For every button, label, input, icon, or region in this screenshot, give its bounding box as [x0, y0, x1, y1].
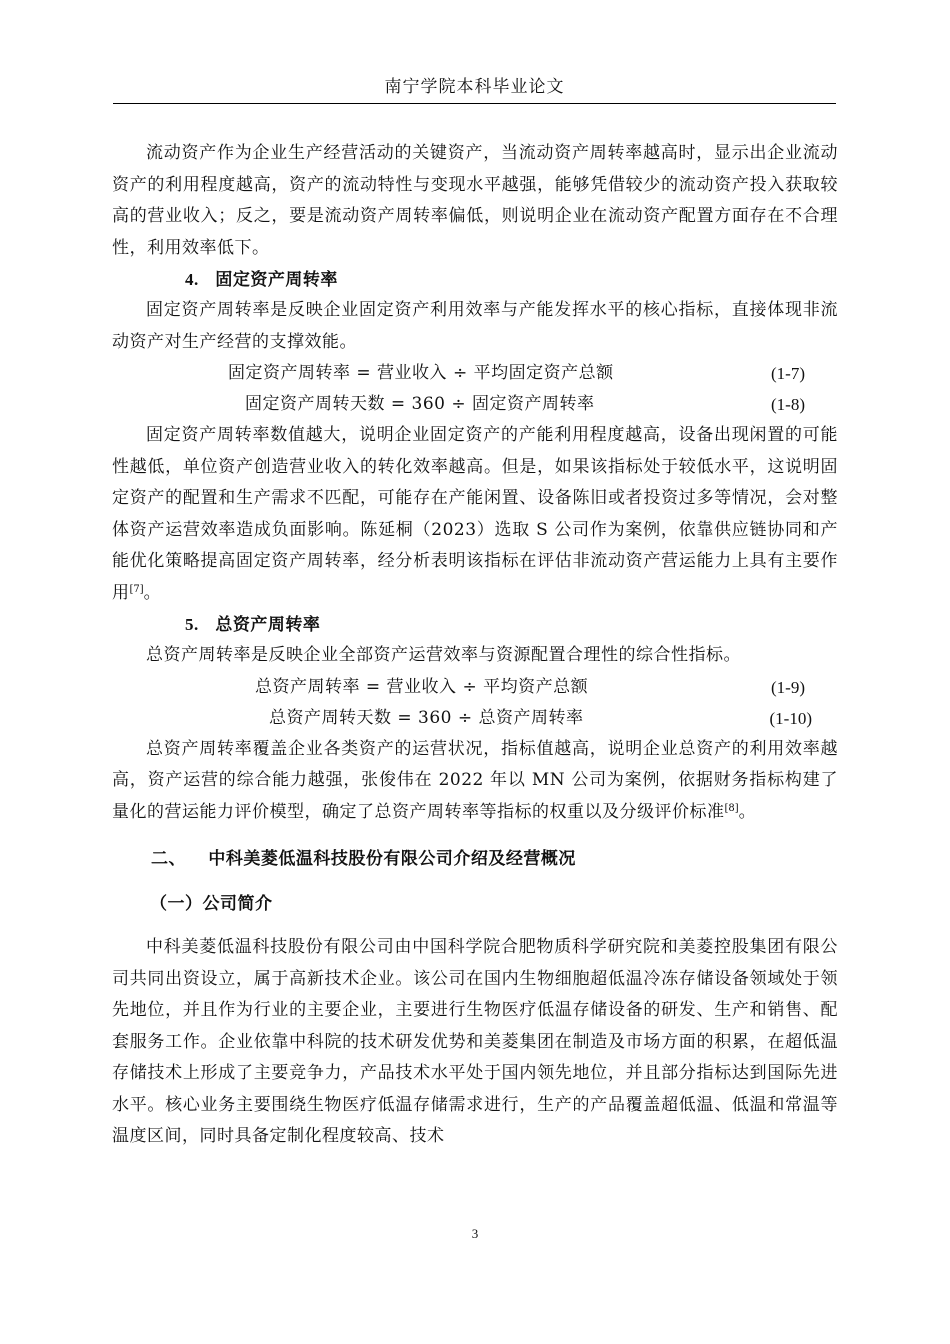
equation-formula: 总资产周转率 = 营业收入 ÷ 平均资产总额	[255, 676, 589, 697]
paragraph	[112, 734, 838, 829]
equation-formula: 固定资产周转率 = 营业收入 ÷ 平均固定资产总额	[228, 363, 614, 383]
paragraph-text: 固定资产周转率数值越大，说明企业固定资产的产能利用程度越高，设备出现闲置的可能性越低，单位资产创造营业收入的转化效率越高。但是，如果该指标处于较低水平，这说明固定资产的配置和生产需求不匹配，可能存在产能闲置、设备陈旧或者投资过多等情况，会对整体资产运营效率造成负面影响。陈延桐（2023）选取 S 公司作为案例，依靠供应链协同和产能优化策略提高固定资产周转率，经分析表明该指标在评估非流动资产营运能力上具有主要作用	[112, 425, 838, 603]
equation-number: (1-10)	[769, 708, 812, 728]
heading-fixed-asset-turnover	[112, 264, 838, 295]
page-body	[112, 138, 838, 1153]
equation-number: (1-7)	[771, 364, 805, 383]
header-rule	[113, 103, 836, 104]
equation-row	[112, 358, 838, 389]
equation-row	[112, 703, 838, 734]
equation-formula: 总资产周转天数 = 360 ÷ 总资产周转率	[269, 707, 584, 728]
section-number: 二、	[151, 849, 186, 869]
equation-number: (1-8)	[771, 395, 805, 414]
paragraph-end: 。	[738, 801, 757, 822]
paragraph: 总资产周转率是反映企业全部资产运营效率与资源配置合理性的综合性指标。	[146, 645, 741, 665]
equation-row	[112, 672, 838, 703]
equation-number: (1-9)	[771, 677, 805, 697]
heading-total-asset-turnover	[112, 609, 838, 640]
equation-row	[112, 389, 838, 420]
section-heading	[112, 844, 838, 875]
paragraph	[112, 420, 838, 609]
heading-number: 5.	[185, 615, 199, 634]
section-title: 中科美菱低温科技股份有限公司介绍及经营概况	[208, 849, 576, 869]
heading-text: 总资产周转率	[215, 615, 321, 635]
citation-ref: [7]	[129, 583, 144, 595]
equation-formula: 固定资产周转天数 = 360 ÷ 固定资产周转率	[245, 394, 595, 414]
paragraph: 固定资产周转率是反映企业固定资产利用效率与产能发挥水平的核心指标，直接体现非流动资产对生产经营的支撑效能。	[112, 300, 838, 352]
paragraph: 流动资产作为企业生产经营活动的关键资产，当流动资产周转率越高时，显示出企业流动资产的利用程度越高，资产的流动特性与变现水平越强，能够凭借较少的流动资产投入获取较高的营业收入；反之，要是流动资产周转率偏低，则说明企业在流动资产配置方面存在不合理性，利用效率低下。	[112, 143, 838, 258]
heading-number: 4.	[185, 270, 199, 289]
page-number: 3	[471, 1226, 479, 1241]
paragraph-end: 。	[143, 582, 162, 603]
paragraph: 中科美菱低温科技股份有限公司由中国科学院合肥物质科学研究院和美菱控股集团有限公司共同出资设立，属于高新技术企业。该公司在国内生物细胞超低温冷冻存储设备领域处于领先地位，并且作为行业的主要企业，主要进行生物医疗低温存储设备的研发、生产和销售、配套服务工作。企业依靠中科院的技术研发优势和美菱集团在制造及市场方面的积累，在超低温存储技术上形成了主要竞争力，产品技术水平处于国内领先地位，并且部分指标达到国际先进水平。核心业务主要围绕生物医疗低温存储需求进行，生产的产品覆盖超低温、低温和常温等温度区间，同时具备定制化程度较高、技术	[112, 937, 838, 1146]
subsection-heading: （一）公司简介	[150, 894, 273, 914]
citation-ref: [8]	[724, 802, 739, 814]
running-header: 南宁学院本科毕业论文	[384, 77, 565, 97]
heading-text: 固定资产周转率	[215, 270, 338, 290]
paragraph-text: 总资产周转率覆盖企业各类资产的运营状况，指标值越高，说明企业总资产的利用效率越高，资产运营的综合能力越强，张俊伟在 2022 年以 MN 公司为案例，依据财务指标构建了量化的营运能力评价模型，确定了总资产周转率等指标的权重以及分级评价标准	[112, 738, 838, 822]
